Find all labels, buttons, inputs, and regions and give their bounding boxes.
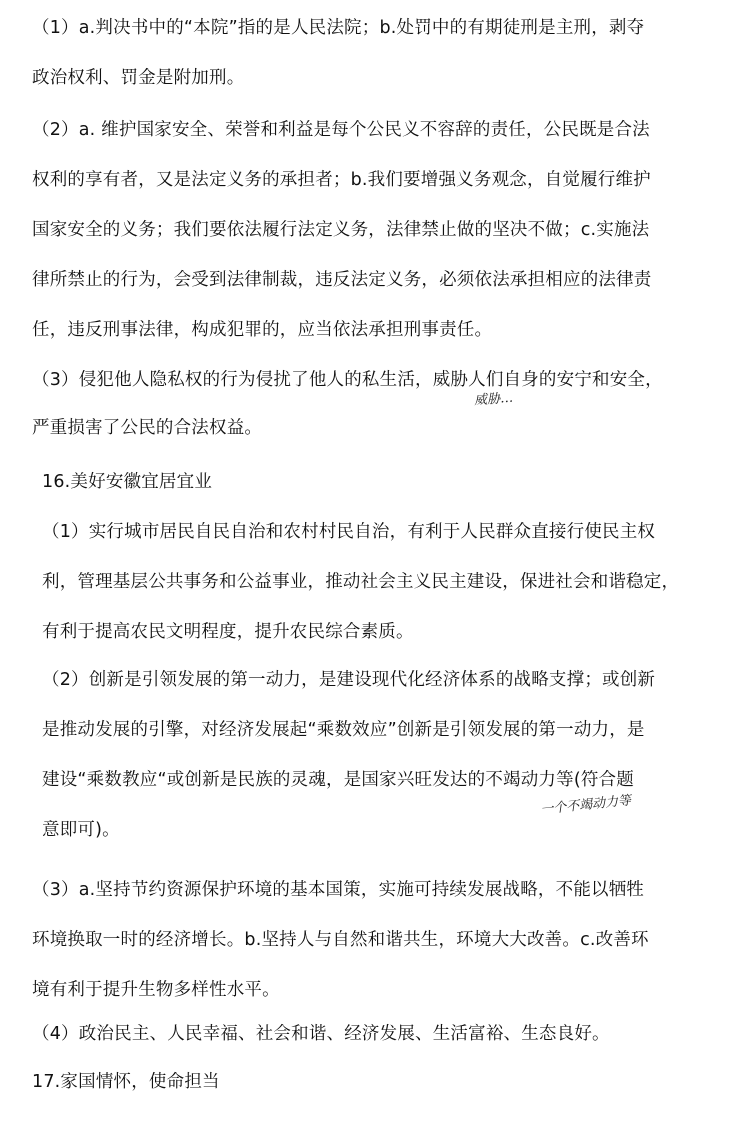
- answer-16-2-line-1: （2）创新是引领发展的第一动力，是建设现代化经济体系的战略支撑；或创新: [42, 670, 656, 690]
- section-17-heading: 17.家国情怀，使命担当: [32, 1072, 220, 1092]
- answer-16-2-line-4: 意即可)。: [42, 820, 120, 840]
- section-16-heading: 16.美好安徽宜居宜业: [42, 472, 213, 492]
- answer-16-2-line-3: 建设“乘数教应“或创新是民族的灵魂，是国家兴旺发达的不竭动力等(符合题: [42, 770, 634, 790]
- answer-16-3-line-1: （3）a.坚持节约资源保护环境的基本国策，实施可持续发展战略，不能以牺牲: [32, 880, 645, 900]
- answer-16-3-line-3: 境有利于提升生物多样性水平。: [32, 980, 280, 1000]
- answer-16-2-line-2: 是推动发展的引擎，对经济发展起“乘数效应”创新是引领发展的第一动力，是: [42, 720, 645, 740]
- handwritten-note: 威胁…: [473, 390, 514, 409]
- answer-15-2-line-3: 国家安全的义务；我们要依法履行法定义务，法律禁止做的坚决不做；c.实施法: [32, 220, 650, 240]
- answer-16-4-line-1: （4）政治民主、人民幸福、社会和谐、经济发展、生活富裕、生态良好。: [32, 1024, 610, 1044]
- answer-15-1-line-1: （1）a.判决书中的“本院”指的是人民法院；b.处罚中的有期徒刑是主刑，剥夺: [32, 18, 645, 38]
- answer-15-2-line-5: 任，违反刑事法律，构成犯罪的，应当依法承担刑事责任。: [32, 320, 493, 340]
- answer-16-1-line-2: 利，管理基层公共事务和公益事业，推动社会主义民主建设，保进社会和谐稳定，: [42, 572, 680, 592]
- answer-16-1-line-3: 有利于提高农民文明程度，提升农民综合素质。: [42, 622, 414, 642]
- answer-16-3-line-2: 环境换取一时的经济增长。b.坚持人与自然和谐共生，环境大大改善。c.改善环: [32, 930, 649, 950]
- answer-15-2-line-1: （2）a. 维护国家安全、荣誉和利益是每个公民义不容辞的责任，公民既是合法: [32, 120, 650, 140]
- handwritten-note: 一个不竭动力等: [539, 793, 632, 818]
- answer-15-1-line-2: 政治权利、罚金是附加刑。: [32, 68, 245, 88]
- answer-16-1-line-1: （1）实行城市居民自民自治和农村村民自治，有利于人民群众直接行使民主权: [42, 522, 656, 542]
- answer-15-3-line-1: （3）侵犯他人隐私权的行为侵扰了他人的私生活，威胁人们自身的安宁和安全，: [32, 370, 663, 390]
- answer-15-3-line-2: 严重损害了公民的合法权益。: [32, 418, 263, 438]
- answer-15-2-line-4: 律所禁止的行为，会受到法律制裁，违反法定义务，必须依法承担相应的法律责: [32, 270, 652, 290]
- answer-15-2-line-2: 权利的享有者，又是法定义务的承担者；b.我们要增强义务观念，自觉履行维护: [32, 170, 651, 190]
